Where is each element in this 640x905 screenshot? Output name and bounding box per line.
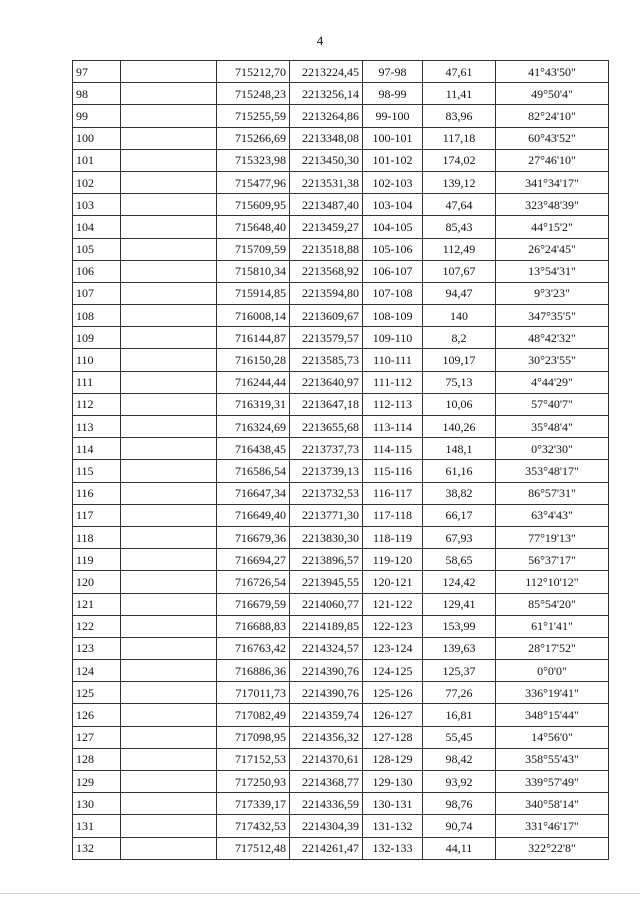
segment-cell: 108-109 <box>363 305 423 327</box>
coordinates-table-body <box>73 61 609 860</box>
length-cell: 94,47 <box>423 282 496 304</box>
length-cell: 47,64 <box>423 194 496 216</box>
point-number-cell: 124 <box>73 660 121 682</box>
page-bottom-rule <box>0 893 640 894</box>
angle-cell: 77°19'13" <box>496 526 609 548</box>
point-number-cell: 99 <box>73 105 121 127</box>
length-cell: 98,42 <box>423 748 496 770</box>
x-coordinate-cell: 715914,85 <box>217 282 290 304</box>
length-cell: 148,1 <box>423 438 496 460</box>
length-cell: 124,42 <box>423 571 496 593</box>
segment-cell: 124-125 <box>363 660 423 682</box>
y-coordinate-cell: 2213609,67 <box>290 305 363 327</box>
length-cell: 85,43 <box>423 216 496 238</box>
x-coordinate-cell: 716244,44 <box>217 371 290 393</box>
table-row <box>73 815 609 837</box>
x-coordinate-cell: 717098,95 <box>217 726 290 748</box>
y-coordinate-cell: 2213459,27 <box>290 216 363 238</box>
y-coordinate-cell: 2213896,57 <box>290 549 363 571</box>
x-coordinate-cell: 716319,31 <box>217 393 290 415</box>
length-cell: 77,26 <box>423 682 496 704</box>
empty-cell <box>121 660 217 682</box>
table-row <box>73 194 609 216</box>
empty-cell <box>121 171 217 193</box>
page-number: 4 <box>316 33 324 48</box>
table-row <box>73 704 609 726</box>
length-cell: 90,74 <box>423 815 496 837</box>
length-cell: 66,17 <box>423 504 496 526</box>
x-coordinate-cell: 717512,48 <box>217 837 290 859</box>
y-coordinate-cell: 2213655,68 <box>290 416 363 438</box>
empty-cell <box>121 726 217 748</box>
angle-cell: 35°48'4" <box>496 416 609 438</box>
point-number-cell: 120 <box>73 571 121 593</box>
segment-cell: 120-121 <box>363 571 423 593</box>
table-row <box>73 682 609 704</box>
point-number-cell: 129 <box>73 771 121 793</box>
y-coordinate-cell: 2214304,39 <box>290 815 363 837</box>
y-coordinate-cell: 2214390,76 <box>290 682 363 704</box>
table-row <box>73 238 609 260</box>
empty-cell <box>121 438 217 460</box>
point-number-cell: 118 <box>73 526 121 548</box>
segment-cell: 99-100 <box>363 105 423 127</box>
segment-cell: 115-116 <box>363 460 423 482</box>
point-number-cell: 106 <box>73 260 121 282</box>
point-number-cell: 126 <box>73 704 121 726</box>
table-row <box>73 305 609 327</box>
angle-cell: 27°46'10" <box>496 149 609 171</box>
empty-cell <box>121 349 217 371</box>
point-number-cell: 102 <box>73 171 121 193</box>
length-cell: 139,12 <box>423 171 496 193</box>
angle-cell: 13°54'31" <box>496 260 609 282</box>
segment-cell: 125-126 <box>363 682 423 704</box>
segment-cell: 113-114 <box>363 416 423 438</box>
table-row <box>73 504 609 526</box>
empty-cell <box>121 83 217 105</box>
empty-cell <box>121 238 217 260</box>
y-coordinate-cell: 2214368,77 <box>290 771 363 793</box>
point-number-cell: 116 <box>73 482 121 504</box>
angle-cell: 336°19'41" <box>496 682 609 704</box>
length-cell: 98,76 <box>423 793 496 815</box>
empty-cell <box>121 460 217 482</box>
point-number-cell: 114 <box>73 438 121 460</box>
x-coordinate-cell: 715248,23 <box>217 83 290 105</box>
angle-cell: 358°55'43" <box>496 748 609 770</box>
segment-cell: 112-113 <box>363 393 423 415</box>
y-coordinate-cell: 2213640,97 <box>290 371 363 393</box>
x-coordinate-cell: 715255,59 <box>217 105 290 127</box>
y-coordinate-cell: 2214359,74 <box>290 704 363 726</box>
length-cell: 44,11 <box>423 837 496 859</box>
length-cell: 174,02 <box>423 149 496 171</box>
length-cell: 58,65 <box>423 549 496 571</box>
x-coordinate-cell: 716008,14 <box>217 305 290 327</box>
table-row <box>73 726 609 748</box>
coordinates-table <box>72 60 609 860</box>
angle-cell: 347°35'5" <box>496 305 609 327</box>
empty-cell <box>121 837 217 859</box>
empty-cell <box>121 127 217 149</box>
segment-cell: 118-119 <box>363 526 423 548</box>
angle-cell: 63°4'43" <box>496 504 609 526</box>
length-cell: 109,17 <box>423 349 496 371</box>
table-row <box>73 438 609 460</box>
angle-cell: 341°34'17" <box>496 171 609 193</box>
y-coordinate-cell: 2213739,13 <box>290 460 363 482</box>
table-row <box>73 149 609 171</box>
point-number-cell: 105 <box>73 238 121 260</box>
x-coordinate-cell: 716150,28 <box>217 349 290 371</box>
y-coordinate-cell: 2214356,32 <box>290 726 363 748</box>
segment-cell: 116-117 <box>363 482 423 504</box>
x-coordinate-cell: 716679,59 <box>217 593 290 615</box>
point-number-cell: 98 <box>73 83 121 105</box>
empty-cell <box>121 482 217 504</box>
length-cell: 38,82 <box>423 482 496 504</box>
table-row <box>73 593 609 615</box>
point-number-cell: 100 <box>73 127 121 149</box>
empty-cell <box>121 416 217 438</box>
point-number-cell: 113 <box>73 416 121 438</box>
length-cell: 107,67 <box>423 260 496 282</box>
x-coordinate-cell: 717082,49 <box>217 704 290 726</box>
point-number-cell: 127 <box>73 726 121 748</box>
angle-cell: 86°57'31" <box>496 482 609 504</box>
y-coordinate-cell: 2213771,30 <box>290 504 363 526</box>
x-coordinate-cell: 716679,36 <box>217 526 290 548</box>
angle-cell: 60°43'52" <box>496 127 609 149</box>
y-coordinate-cell: 2213594,80 <box>290 282 363 304</box>
length-cell: 140 <box>423 305 496 327</box>
point-number-cell: 130 <box>73 793 121 815</box>
x-coordinate-cell: 716886,36 <box>217 660 290 682</box>
x-coordinate-cell: 715648,40 <box>217 216 290 238</box>
empty-cell <box>121 216 217 238</box>
y-coordinate-cell: 2213647,18 <box>290 393 363 415</box>
length-cell: 11,41 <box>423 83 496 105</box>
length-cell: 153,99 <box>423 615 496 637</box>
empty-cell <box>121 571 217 593</box>
segment-cell: 100-101 <box>363 127 423 149</box>
x-coordinate-cell: 716586,54 <box>217 460 290 482</box>
point-number-cell: 125 <box>73 682 121 704</box>
y-coordinate-cell: 2213256,14 <box>290 83 363 105</box>
angle-cell: 82°24'10" <box>496 105 609 127</box>
table-row <box>73 460 609 482</box>
angle-cell: 0°0'0" <box>496 660 609 682</box>
y-coordinate-cell: 2213737,73 <box>290 438 363 460</box>
x-coordinate-cell: 716647,34 <box>217 482 290 504</box>
empty-cell <box>121 371 217 393</box>
point-number-cell: 101 <box>73 149 121 171</box>
empty-cell <box>121 815 217 837</box>
segment-cell: 114-115 <box>363 438 423 460</box>
segment-cell: 97-98 <box>363 61 423 83</box>
y-coordinate-cell: 2213579,57 <box>290 327 363 349</box>
angle-cell: 48°42'32" <box>496 327 609 349</box>
table-row <box>73 549 609 571</box>
table-row <box>73 327 609 349</box>
angle-cell: 28°17'52" <box>496 637 609 659</box>
segment-cell: 102-103 <box>363 171 423 193</box>
angle-cell: 348°15'44" <box>496 704 609 726</box>
angle-cell: 4°44'29" <box>496 371 609 393</box>
segment-cell: 101-102 <box>363 149 423 171</box>
angle-cell: 353°48'17" <box>496 460 609 482</box>
length-cell: 61,16 <box>423 460 496 482</box>
empty-cell <box>121 704 217 726</box>
table-row <box>73 105 609 127</box>
empty-cell <box>121 637 217 659</box>
x-coordinate-cell: 717339,17 <box>217 793 290 815</box>
angle-cell: 9°3'23" <box>496 282 609 304</box>
point-number-cell: 132 <box>73 837 121 859</box>
x-coordinate-cell: 715212,70 <box>217 61 290 83</box>
segment-cell: 104-105 <box>363 216 423 238</box>
table-row <box>73 260 609 282</box>
point-number-cell: 119 <box>73 549 121 571</box>
segment-cell: 103-104 <box>363 194 423 216</box>
empty-cell <box>121 393 217 415</box>
empty-cell <box>121 327 217 349</box>
x-coordinate-cell: 716688,83 <box>217 615 290 637</box>
x-coordinate-cell: 716438,45 <box>217 438 290 460</box>
empty-cell <box>121 260 217 282</box>
table-row <box>73 660 609 682</box>
table-row <box>73 416 609 438</box>
x-coordinate-cell: 716144,87 <box>217 327 290 349</box>
x-coordinate-cell: 716324,69 <box>217 416 290 438</box>
empty-cell <box>121 593 217 615</box>
empty-cell <box>121 549 217 571</box>
empty-cell <box>121 105 217 127</box>
table-row <box>73 615 609 637</box>
angle-cell: 112°10'12" <box>496 571 609 593</box>
segment-cell: 126-127 <box>363 704 423 726</box>
empty-cell <box>121 771 217 793</box>
point-number-cell: 128 <box>73 748 121 770</box>
segment-cell: 129-130 <box>363 771 423 793</box>
empty-cell <box>121 504 217 526</box>
y-coordinate-cell: 2213264,86 <box>290 105 363 127</box>
point-number-cell: 123 <box>73 637 121 659</box>
table-row <box>73 371 609 393</box>
x-coordinate-cell: 715609,95 <box>217 194 290 216</box>
table-row <box>73 61 609 83</box>
angle-cell: 56°37'17" <box>496 549 609 571</box>
segment-cell: 110-111 <box>363 349 423 371</box>
length-cell: 55,45 <box>423 726 496 748</box>
length-cell: 125,37 <box>423 660 496 682</box>
point-number-cell: 115 <box>73 460 121 482</box>
point-number-cell: 131 <box>73 815 121 837</box>
segment-cell: 119-120 <box>363 549 423 571</box>
x-coordinate-cell: 715477,96 <box>217 171 290 193</box>
x-coordinate-cell: 717432,53 <box>217 815 290 837</box>
table-row <box>73 282 609 304</box>
point-number-cell: 121 <box>73 593 121 615</box>
y-coordinate-cell: 2213568,92 <box>290 260 363 282</box>
table-row <box>73 571 609 593</box>
x-coordinate-cell: 715266,69 <box>217 127 290 149</box>
y-coordinate-cell: 2213945,55 <box>290 571 363 593</box>
angle-cell: 57°40'7" <box>496 393 609 415</box>
segment-cell: 131-132 <box>363 815 423 837</box>
x-coordinate-cell: 716763,42 <box>217 637 290 659</box>
angle-cell: 339°57'49" <box>496 771 609 793</box>
empty-cell <box>121 149 217 171</box>
x-coordinate-cell: 717152,53 <box>217 748 290 770</box>
empty-cell <box>121 526 217 548</box>
empty-cell <box>121 793 217 815</box>
segment-cell: 106-107 <box>363 260 423 282</box>
segment-cell: 128-129 <box>363 748 423 770</box>
y-coordinate-cell: 2213224,45 <box>290 61 363 83</box>
angle-cell: 85°54'20" <box>496 593 609 615</box>
y-coordinate-cell: 2213450,30 <box>290 149 363 171</box>
segment-cell: 122-123 <box>363 615 423 637</box>
table-row <box>73 771 609 793</box>
y-coordinate-cell: 2213830,30 <box>290 526 363 548</box>
angle-cell: 340°58'14" <box>496 793 609 815</box>
table-row <box>73 171 609 193</box>
length-cell: 67,93 <box>423 526 496 548</box>
segment-cell: 130-131 <box>363 793 423 815</box>
table-row <box>73 216 609 238</box>
y-coordinate-cell: 2214060,77 <box>290 593 363 615</box>
empty-cell <box>121 61 217 83</box>
angle-cell: 0°32'30" <box>496 438 609 460</box>
length-cell: 139,63 <box>423 637 496 659</box>
y-coordinate-cell: 2213585,73 <box>290 349 363 371</box>
length-cell: 83,96 <box>423 105 496 127</box>
table-row <box>73 793 609 815</box>
empty-cell <box>121 305 217 327</box>
table-row <box>73 482 609 504</box>
length-cell: 75,13 <box>423 371 496 393</box>
y-coordinate-cell: 2214261,47 <box>290 837 363 859</box>
segment-cell: 127-128 <box>363 726 423 748</box>
point-number-cell: 104 <box>73 216 121 238</box>
segment-cell: 117-118 <box>363 504 423 526</box>
segment-cell: 107-108 <box>363 282 423 304</box>
table-row <box>73 526 609 548</box>
y-coordinate-cell: 2213518,88 <box>290 238 363 260</box>
empty-cell <box>121 748 217 770</box>
table-row <box>73 83 609 105</box>
angle-cell: 41°43'50" <box>496 61 609 83</box>
point-number-cell: 122 <box>73 615 121 637</box>
y-coordinate-cell: 2213531,38 <box>290 171 363 193</box>
x-coordinate-cell: 716649,40 <box>217 504 290 526</box>
length-cell: 8,2 <box>423 327 496 349</box>
angle-cell: 14°56'0" <box>496 726 609 748</box>
y-coordinate-cell: 2213732,53 <box>290 482 363 504</box>
x-coordinate-cell: 717011,73 <box>217 682 290 704</box>
y-coordinate-cell: 2214370,61 <box>290 748 363 770</box>
length-cell: 10,06 <box>423 393 496 415</box>
point-number-cell: 107 <box>73 282 121 304</box>
angle-cell: 331°46'17" <box>496 815 609 837</box>
table-row <box>73 127 609 149</box>
empty-cell <box>121 615 217 637</box>
segment-cell: 132-133 <box>363 837 423 859</box>
y-coordinate-cell: 2214189,85 <box>290 615 363 637</box>
x-coordinate-cell: 715323,98 <box>217 149 290 171</box>
length-cell: 112,49 <box>423 238 496 260</box>
x-coordinate-cell: 715709,59 <box>217 238 290 260</box>
point-number-cell: 112 <box>73 393 121 415</box>
segment-cell: 111-112 <box>363 371 423 393</box>
table-row <box>73 748 609 770</box>
x-coordinate-cell: 716694,27 <box>217 549 290 571</box>
empty-cell <box>121 194 217 216</box>
length-cell: 47,61 <box>423 61 496 83</box>
y-coordinate-cell: 2213487,40 <box>290 194 363 216</box>
length-cell: 93,92 <box>423 771 496 793</box>
y-coordinate-cell: 2214390,76 <box>290 660 363 682</box>
length-cell: 140,26 <box>423 416 496 438</box>
x-coordinate-cell: 716726,54 <box>217 571 290 593</box>
y-coordinate-cell: 2214324,57 <box>290 637 363 659</box>
angle-cell: 49°50'4" <box>496 83 609 105</box>
length-cell: 129,41 <box>423 593 496 615</box>
point-number-cell: 110 <box>73 349 121 371</box>
angle-cell: 323°48'39" <box>496 194 609 216</box>
segment-cell: 109-110 <box>363 327 423 349</box>
x-coordinate-cell: 715810,34 <box>217 260 290 282</box>
segment-cell: 105-106 <box>363 238 423 260</box>
angle-cell: 322°22'8" <box>496 837 609 859</box>
point-number-cell: 109 <box>73 327 121 349</box>
segment-cell: 121-122 <box>363 593 423 615</box>
table-row <box>73 837 609 859</box>
point-number-cell: 111 <box>73 371 121 393</box>
point-number-cell: 117 <box>73 504 121 526</box>
table-row <box>73 349 609 371</box>
segment-cell: 123-124 <box>363 637 423 659</box>
y-coordinate-cell: 2214336,59 <box>290 793 363 815</box>
y-coordinate-cell: 2213348,08 <box>290 127 363 149</box>
length-cell: 117,18 <box>423 127 496 149</box>
point-number-cell: 103 <box>73 194 121 216</box>
angle-cell: 61°1'41" <box>496 615 609 637</box>
table-row <box>73 393 609 415</box>
angle-cell: 26°24'45" <box>496 238 609 260</box>
angle-cell: 44°15'2" <box>496 216 609 238</box>
table-row <box>73 637 609 659</box>
angle-cell: 30°23'55" <box>496 349 609 371</box>
empty-cell <box>121 682 217 704</box>
x-coordinate-cell: 717250,93 <box>217 771 290 793</box>
segment-cell: 98-99 <box>363 83 423 105</box>
point-number-cell: 97 <box>73 61 121 83</box>
length-cell: 16,81 <box>423 704 496 726</box>
point-number-cell: 108 <box>73 305 121 327</box>
empty-cell <box>121 282 217 304</box>
